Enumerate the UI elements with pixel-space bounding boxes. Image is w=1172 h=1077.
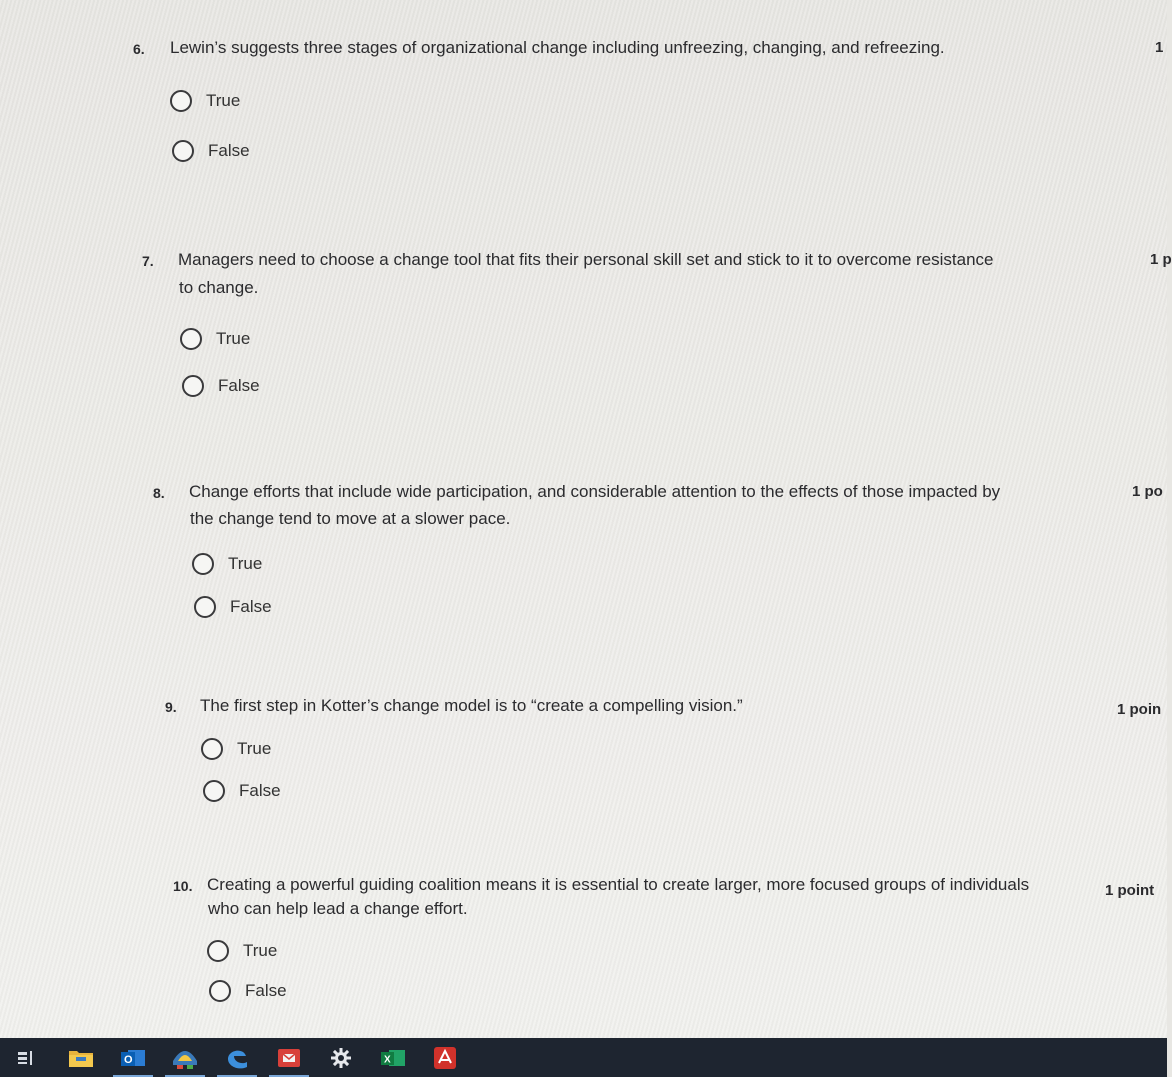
outlook-label: O [124, 1053, 133, 1066]
radio-button[interactable] [182, 375, 204, 397]
option-false[interactable] [172, 140, 250, 162]
question-text-line-2: the change tend to move at a slower pace. [190, 509, 511, 528]
option-label: True [243, 941, 278, 960]
option-label: True [216, 329, 251, 348]
radio-button[interactable] [194, 596, 216, 618]
radio-button[interactable] [172, 140, 194, 162]
option-label: False [230, 597, 272, 616]
file-explorer-icon[interactable] [55, 1038, 107, 1077]
question-text-line-1: Managers need to choose a change tool that fits their personal skill set and stick to it to overcome resistance [178, 250, 994, 269]
question-number: 7. [142, 253, 154, 269]
option-label: True [206, 91, 241, 110]
question-text-line-1: Creating a powerful guiding coalition means it is essential to create larger, more focused groups of individuals [207, 875, 1030, 894]
outlook-icon[interactable] [107, 1038, 159, 1077]
question-number: 8. [153, 485, 165, 501]
option-true[interactable] [207, 940, 277, 962]
question-points: 1 poin [1117, 701, 1162, 718]
option-label: True [237, 739, 272, 758]
question-number: 9. [165, 699, 177, 715]
option-true[interactable] [180, 328, 250, 350]
question-text-line-2: to change. [179, 278, 259, 297]
option-false[interactable] [194, 596, 272, 618]
option-label: False [245, 981, 287, 1000]
option-false[interactable] [182, 375, 260, 397]
task-view-icon[interactable] [0, 1038, 52, 1077]
radio-button[interactable] [207, 940, 229, 962]
question-text: Lewin’s suggests three stages of organizational change including unfreezing, changing, and refreezing. [170, 38, 945, 57]
radio-button[interactable] [201, 738, 223, 760]
option-label: False [239, 781, 281, 800]
question-points: 1 po [1132, 483, 1163, 500]
option-false[interactable] [209, 980, 287, 1002]
question-points: 1 point [1105, 882, 1155, 899]
radio-button[interactable] [203, 780, 225, 802]
radio-button[interactable] [180, 328, 202, 350]
radio-button[interactable] [170, 90, 192, 112]
radio-button[interactable] [209, 980, 231, 1002]
option-true[interactable] [170, 90, 240, 112]
radio-button[interactable] [192, 553, 214, 575]
option-true[interactable] [201, 738, 271, 760]
question-text: The first step in Kotter’s change model is to “create a compelling vision.” [200, 696, 743, 715]
option-label: False [208, 141, 250, 160]
mail-icon[interactable] [263, 1038, 315, 1077]
question-points: 1 [1155, 39, 1164, 56]
excel-label: X [384, 1054, 391, 1065]
option-true[interactable] [192, 553, 262, 575]
question-text-line-2: who can help lead a change effort. [208, 899, 468, 918]
option-label: False [218, 376, 260, 395]
excel-icon[interactable] [367, 1038, 419, 1077]
question-number: 6. [133, 41, 145, 57]
question-points: 1 p [1150, 251, 1172, 268]
edge-icon[interactable] [211, 1038, 263, 1077]
option-label: True [228, 554, 263, 573]
teams-icon[interactable] [159, 1038, 211, 1077]
option-false[interactable] [203, 780, 281, 802]
settings-icon[interactable] [315, 1038, 367, 1077]
taskbar [0, 1038, 1167, 1077]
acrobat-icon[interactable] [419, 1038, 471, 1077]
question-text-line-1: Change efforts that include wide participation, and considerable attention to the effects of those impacted by [189, 482, 1001, 501]
question-number: 10. [173, 878, 193, 894]
